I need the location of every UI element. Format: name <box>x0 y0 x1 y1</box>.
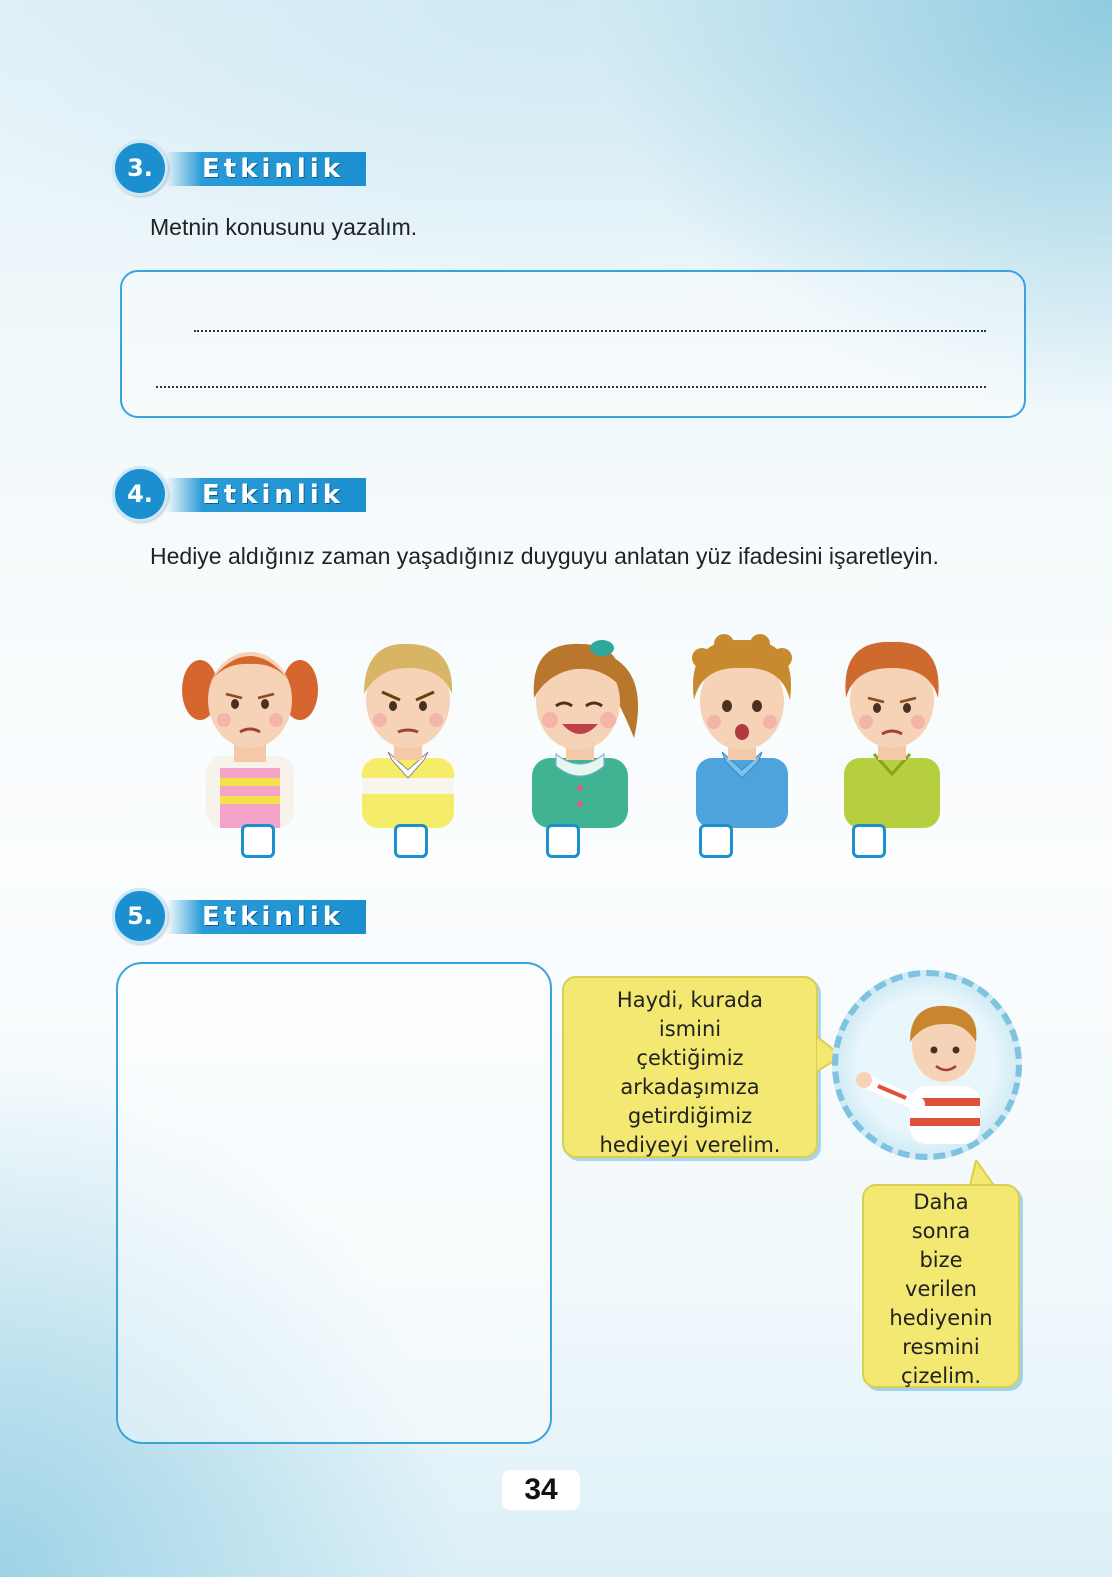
speech-bubble-1: Haydi, kurada ismini çektiğimiz arkadaşımıza getirdiğimiz hediyeyi verelim. <box>562 976 818 1158</box>
activity-3-title: Etkinlik <box>166 152 366 186</box>
activity-4-header <box>112 466 372 522</box>
angry-boy-illustration <box>338 628 478 828</box>
answer-line-2[interactable] <box>156 386 986 388</box>
activity-5-title: Etkinlik <box>166 900 366 934</box>
face-checkbox-4[interactable] <box>699 824 733 858</box>
face-checkbox-5[interactable] <box>852 824 886 858</box>
activity-5-number: 5. <box>112 888 168 944</box>
faces-row <box>180 628 960 828</box>
face-checkbox-2[interactable] <box>394 824 428 858</box>
drawing-box[interactable] <box>116 962 552 1444</box>
surprised-boy-illustration <box>672 628 812 828</box>
speech-bubble-2: Daha sonra bize verilen hediyenin resmini çizelim. <box>862 1184 1020 1388</box>
answer-line-1[interactable] <box>194 330 986 332</box>
boy-portrait <box>832 970 1022 1160</box>
activity-4-title: Etkinlik <box>166 478 366 512</box>
activity-4-number: 4. <box>112 466 168 522</box>
happy-girl-illustration <box>510 628 650 828</box>
activity-5-header <box>112 888 372 944</box>
face-checkbox-1[interactable] <box>241 824 275 858</box>
activity-3-number: 3. <box>112 140 168 196</box>
answer-box[interactable] <box>120 270 1026 418</box>
activity-3-header <box>112 140 372 196</box>
sad-boy-illustration <box>822 628 962 828</box>
activity-3-instruction: Metnin konusunu yazalım. <box>150 214 418 240</box>
sad-girl-illustration <box>180 628 320 828</box>
page-number: 34 <box>502 1470 580 1510</box>
activity-4-instruction: Hediye aldığınız zaman yaşadığınız duyguyu anlatan yüz ifadesini işaretleyin. <box>150 543 939 569</box>
face-checkbox-3[interactable] <box>546 824 580 858</box>
pointing-boy-icon <box>848 986 1006 1144</box>
